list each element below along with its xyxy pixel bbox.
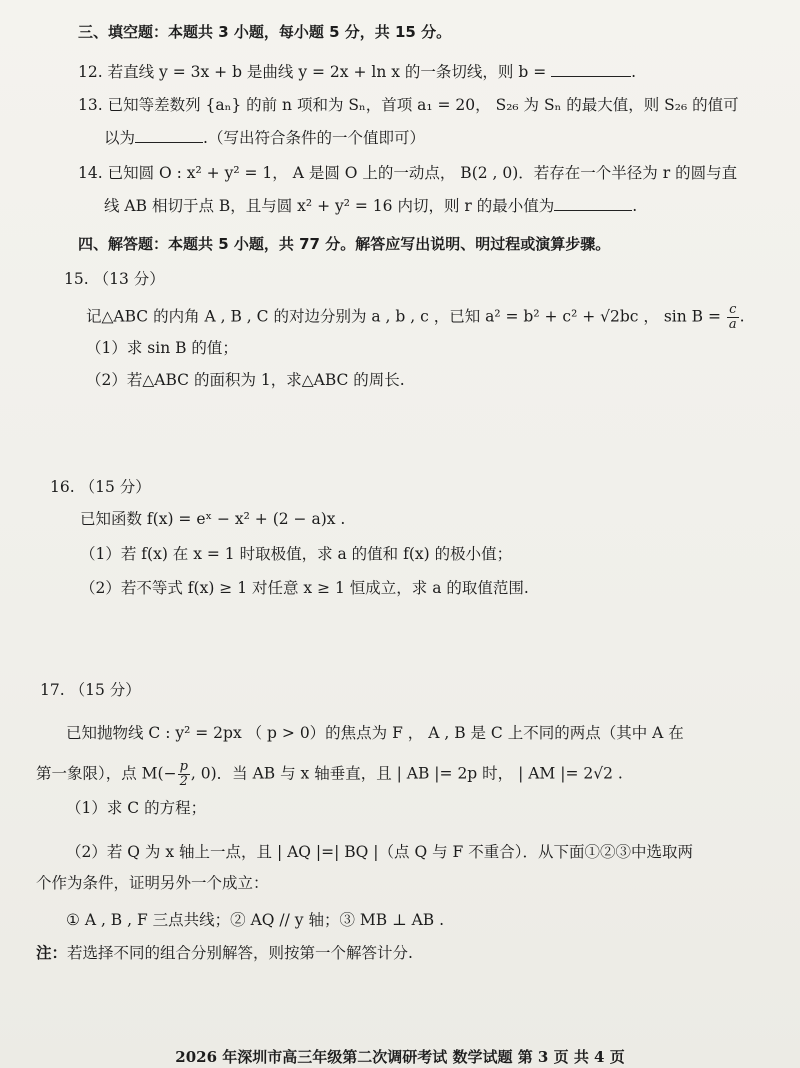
question-17-number: 17. <box>40 681 65 699</box>
question-14-line-2 <box>104 196 637 216</box>
question-15-part-2: （2）若△ABC 的面积为 1，求△ABC 的周长. <box>86 371 405 389</box>
question-17-part-2-line-2: 个作为条件，证明另外一个成立： <box>36 874 269 892</box>
question-15-stem-text: 记△ABC 的内角 A , B , C 的对边分别为 a , b , c ，已知 a² = b² + c² + √2bc ， sin B = <box>86 307 721 326</box>
question-17-fraction <box>178 760 190 789</box>
question-16-header <box>50 477 151 497</box>
question-17-part-2-line-1: （2）若 Q 为 x 轴上一点，且 | AQ |=| BQ |（点 Q 与 F 不重合）．从下面①②③中选取两 <box>66 843 693 861</box>
question-12-answer-blank[interactable] <box>551 62 631 77</box>
question-17-header <box>40 680 141 700</box>
question-16-part-1: （1）若 f(x) 在 x = 1 时取极值，求 a 的值和 f(x) 的极小值； <box>80 545 513 563</box>
question-15-score: （13 分） <box>93 270 165 288</box>
question-13-text-1: 已知等差数列 {aₙ} 的前 n 项和为 Sₙ，首项 a₁ = 20， S₂₆ 为 Sₙ 的最大值，则 S₂₆ 的值可 <box>107 96 739 114</box>
question-14-line-1 <box>78 163 737 183</box>
question-13-number: 13. <box>78 96 103 114</box>
question-15-fraction <box>727 303 739 332</box>
question-16-stem: 已知函数 f(x) = eˣ − x² + (2 − a)x . <box>80 510 346 528</box>
question-13-line-1 <box>78 95 739 115</box>
question-17-part-1: （1）求 C 的方程； <box>66 799 207 817</box>
question-15-header <box>64 269 165 289</box>
question-12-end: . <box>631 63 637 81</box>
question-12 <box>78 62 636 82</box>
question-17-fraction-num: p <box>179 759 188 774</box>
question-17-note <box>36 943 413 963</box>
question-15-fraction-den: a <box>728 317 737 332</box>
question-17-options: ① A , B , F 三点共线；② AQ // y 轴；③ MB ⊥ AB . <box>66 911 445 929</box>
question-14-number: 14. <box>78 164 103 182</box>
question-17-stem-line-2a: 第一象限），点 M(− <box>36 764 177 783</box>
question-14-text-2b: . <box>632 197 638 215</box>
question-15-part-1: （1）求 sin B 的值； <box>86 339 238 357</box>
question-13-line-2 <box>104 128 425 148</box>
question-12-number: 12. <box>78 63 103 81</box>
question-16-score: （15 分） <box>79 478 151 496</box>
question-13-text-2a: 以为 <box>104 129 136 147</box>
question-14-answer-blank[interactable] <box>554 196 632 211</box>
question-14-text-1: 已知圆 O : x² + y² = 1， A 是圆 O 上的一动点， B(2 , 0)．若存在一个半径为 r 的圆与直 <box>107 164 738 182</box>
question-16-number: 16. <box>50 478 75 496</box>
question-15-stem <box>86 303 745 332</box>
question-12-text: 若直线 y = 3x + b 是曲线 y = 2x + ln x 的一条切线，则 b = <box>107 63 547 81</box>
section-4-heading: 四、解答题：本题共 5 小题，共 77 分。解答应写出说明、明过程或演算步骤。 <box>78 235 611 253</box>
page-footer: 2026 年深圳市高三年级第二次调研考试 数学试题 第 3 页 共 4 页 <box>175 1048 625 1066</box>
question-15-number: 15. <box>64 270 89 288</box>
question-15-fraction-num: c <box>727 303 739 318</box>
question-17-stem-line-1: 已知抛物线 C : y² = 2px （ p > 0）的焦点为 F ， A , B 是 C 上不同的两点（其中 A 在 <box>66 724 684 742</box>
question-17-note-label: 注： <box>36 944 68 962</box>
question-17-stem-line-2b: , 0)．当 AB 与 x 轴垂直，且 | AB |= 2p 时， | AM |= 2√2 . <box>190 764 623 783</box>
question-17-note-text: 若选择不同的组合分别解答，则按第一个解答计分. <box>67 944 413 962</box>
question-16-part-2: （2）若不等式 f(x) ≥ 1 对任意 x ≥ 1 恒成立，求 a 的取值范围. <box>80 579 529 597</box>
question-17-score: （15 分） <box>69 681 141 699</box>
question-13-text-2b: .（写出符合条件的一个值即可） <box>203 129 425 147</box>
question-15-stem-end: . <box>739 307 745 326</box>
question-17-stem-line-2 <box>36 760 623 789</box>
question-13-answer-blank[interactable] <box>135 128 203 143</box>
section-3-heading: 三、填空题：本题共 3 小题，每小题 5 分，共 15 分。 <box>78 23 452 41</box>
question-14-text-2a: 线 AB 相切于点 B，且与圆 x² + y² = 16 内切，则 r 的最小值为 <box>104 197 555 215</box>
question-17-fraction-den: 2 <box>179 774 188 789</box>
